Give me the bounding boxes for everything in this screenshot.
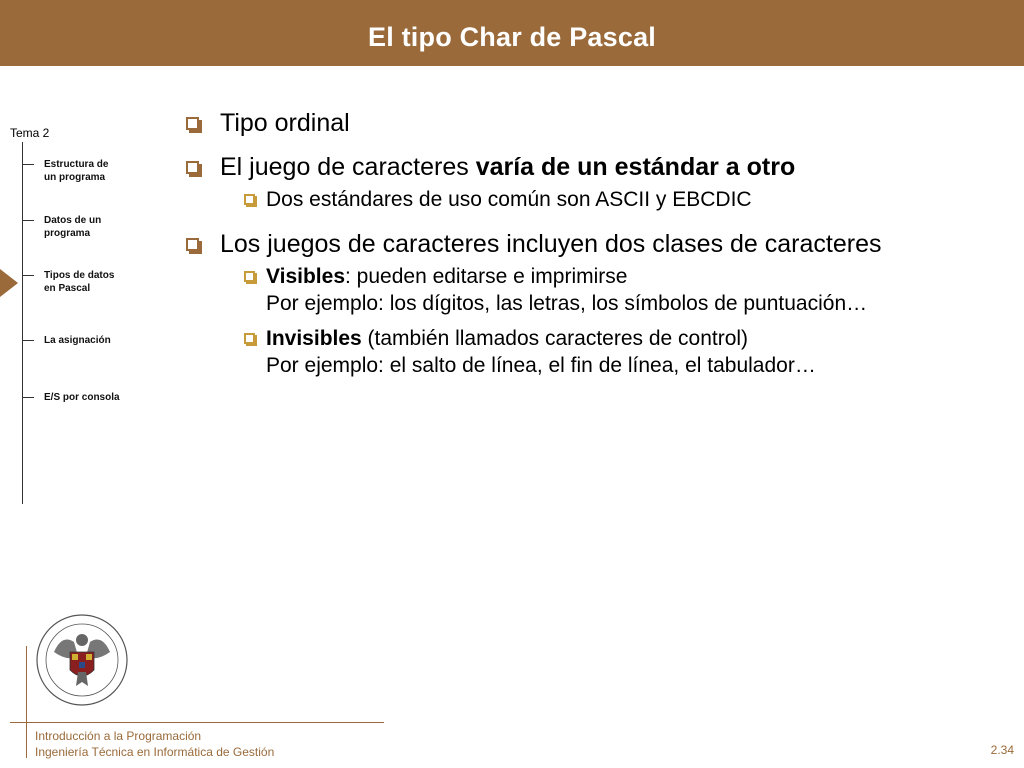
bullet-juego-caracteres (180, 152, 1020, 182)
sidebar-nav (0, 110, 170, 420)
subbullet-square-icon (244, 194, 255, 205)
sidebar-heading: Tema 2 (10, 126, 50, 140)
tree-tick (22, 220, 34, 221)
subbullet-text-bold: Invisibles (266, 327, 362, 350)
subbullet-invisibles (244, 325, 1020, 379)
subbullet-square-icon (244, 333, 255, 344)
sidebar-item-label: Datos de un programa (44, 215, 102, 239)
footer-divider-vertical (26, 646, 27, 758)
tree-tick (22, 275, 34, 276)
page-number: 2.34 (990, 743, 1014, 757)
bullet-text: Tipo ordinal (220, 109, 350, 137)
sidebar-item-label: E/S por consola (44, 392, 120, 403)
bullet-clases-caracteres (180, 229, 1020, 259)
footer-degree-title: Ingeniería Técnica en Informática de Gestión (35, 745, 275, 759)
bullet-tipo-ordinal (180, 108, 1020, 138)
bullet-square-icon (186, 238, 199, 251)
bullet-text: El juego de caracteres (220, 153, 476, 181)
subbullet-text: : pueden editarse e imprimirse (345, 265, 628, 288)
subbullet-text: Dos estándares de uso común son ASCII y EBCDIC (266, 188, 752, 211)
footer-course-title: Introducción a la Programación (35, 729, 202, 743)
subbullet-text: Por ejemplo: el salto de línea, el fin de línea, el tabulador… (266, 354, 816, 377)
subbullet-visibles (244, 263, 1020, 317)
slide-body (180, 108, 1020, 387)
bullet-square-icon (186, 161, 199, 174)
sidebar-item-label: Tipos de datos en Pascal (44, 270, 115, 294)
footer-divider-horizontal (10, 722, 384, 723)
footer-course-info (35, 728, 274, 760)
university-seal-logo (34, 612, 130, 708)
tree-line (22, 142, 23, 504)
bullet-text-bold: varía de un estándar a otro (475, 153, 796, 181)
slide-title: El tipo Char de Pascal (368, 22, 656, 52)
sidebar-item-label: Estructura de un programa (44, 159, 109, 183)
subbullet-estandares (244, 186, 1020, 213)
subbullet-square-icon (244, 271, 255, 282)
tree-tick (22, 397, 34, 398)
current-section-arrow-icon (0, 269, 18, 297)
bullet-square-icon (186, 117, 199, 130)
bullet-text: Los juegos de caracteres incluyen dos clases de caracteres (220, 230, 882, 258)
subbullet-text-bold: Visibles (266, 265, 345, 288)
tree-tick (22, 340, 34, 341)
tree-tick (22, 164, 34, 165)
subbullet-text: Por ejemplo: los dígitos, las letras, los símbolos de puntuación… (266, 292, 868, 315)
subbullet-text: (también llamados caracteres de control) (361, 327, 749, 350)
sidebar-item-label: La asignación (44, 335, 111, 346)
